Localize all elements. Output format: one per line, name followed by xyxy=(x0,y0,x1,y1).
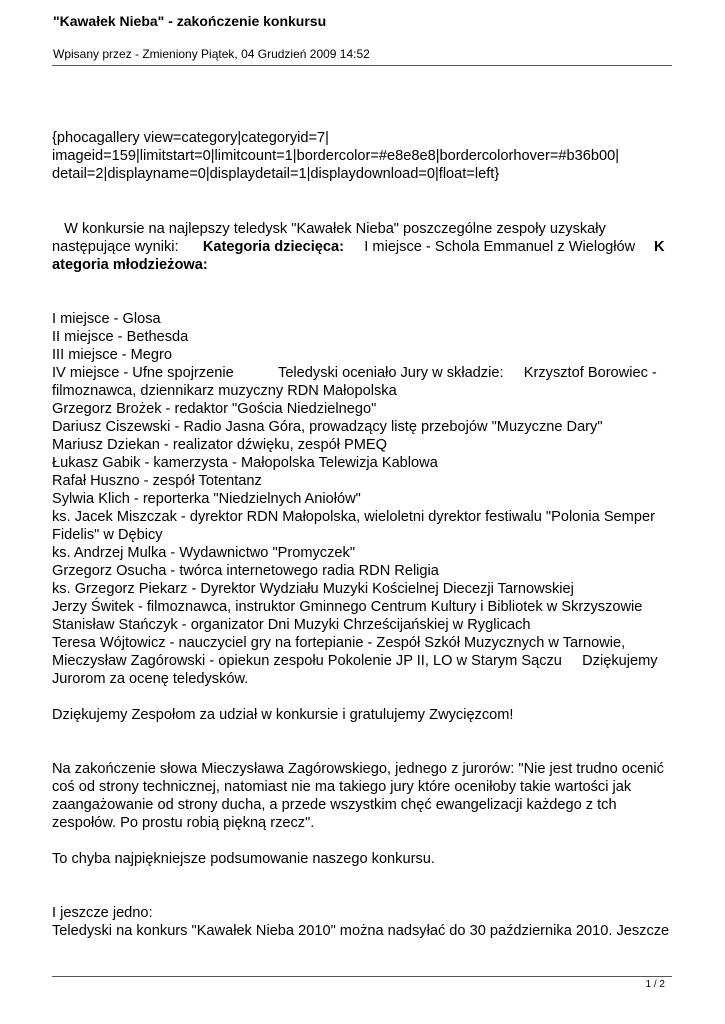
page-number: 1 / 2 xyxy=(645,979,665,990)
jury-member: Jurorom za ocenę teledysków. xyxy=(52,671,249,687)
kid-category-heading: Kategoria dziecięca: xyxy=(202,239,345,255)
spacer xyxy=(52,183,672,201)
gallery-code-line: {phocagallery view=category|categoryid=7| xyxy=(52,130,329,146)
jury-member: Stanisław Stańczyk - organizator Dni Muzyki Chrześcijańskiej w Ryglicach xyxy=(52,617,531,633)
intro-text: następujące wyniki: xyxy=(52,239,203,255)
jury-member: Dariusz Ciszewski - Radio Jasna Góra, prowadzący listę przebojów "Muzyczne Dary" xyxy=(52,419,603,435)
quote-paragraph xyxy=(52,760,672,832)
jury-member: Teresa Wójtowicz - nauczyciel gry na fortepianie - Zespół Szkół Muzycznych w Tarnowie, xyxy=(52,635,626,651)
jury-member: Mariusz Dziekan - realizator dźwięku, zespół PMEQ xyxy=(52,437,387,453)
closing-line: Teledyski na konkurs "Kawałek Nieba 2010" można nadsyłać do 30 października 2010. Jeszcze xyxy=(52,923,670,939)
jury-list xyxy=(52,382,672,688)
footer-divider xyxy=(52,976,672,977)
thanks-paragraph xyxy=(52,706,672,724)
spacer xyxy=(52,742,672,760)
jury-member: ks. Jacek Miszczak - dyrektor RDN Małopolska, wieloletni dyrektor festiwalu "Polonia Semper xyxy=(52,509,655,525)
closing-line: I jeszcze jedno: xyxy=(52,905,153,921)
spacer xyxy=(52,868,672,886)
intro-line xyxy=(52,238,672,256)
result-item: I miejsce - Glosa xyxy=(52,311,161,327)
jury-member: Sylwia Klich - reporterka "Niedzielnych Aniołów" xyxy=(52,491,361,507)
kid-category-winner: I miejsce - Schola Emmanuel z Wielogłów xyxy=(344,239,656,255)
result-item: II miejsce - Bethesda xyxy=(52,329,189,345)
gallery-code xyxy=(52,129,672,183)
jury-member: Grzegorz Osucha - twórca internetowego radia RDN Religia xyxy=(52,563,439,579)
spacer xyxy=(52,886,672,904)
article-title: "Kawałek Nieba" - zakończenie konkursu xyxy=(53,13,327,29)
thanks-text: Dziękujemy Zespołom za udział w konkursie i gratulujemy Zwycięzcom! xyxy=(52,707,514,723)
closing-paragraph xyxy=(52,904,672,940)
quote-line: zespołów. Po prostu robią piękną rzecz". xyxy=(52,815,315,831)
spacer xyxy=(52,292,672,310)
jury-member: Rafał Huszno - zespół Totentanz xyxy=(52,473,262,489)
result-item: III miejsce - Megro xyxy=(52,347,173,363)
spacer xyxy=(52,688,672,706)
jury-member: Łukasz Gabik - kamerzysta - Małopolska Telewizja Kablowa xyxy=(52,455,438,471)
quote-line: coś od strony technicznej, natomiast nie ma takiego jury które oceniłoby takie wartości jak xyxy=(52,779,632,795)
youth-category-heading: ategoria młodzieżowa: xyxy=(52,257,208,273)
jury-member: ks. Andrzej Mulka - Wydawnictwo "Promyczek" xyxy=(52,545,355,561)
intro-line: W konkursie na najlepszy teledysk "Kawałek Nieba" poszczególne zespoły uzyskały xyxy=(52,221,606,237)
result-item: IV miejsce - Ufne spojrzenie Teledyski oceniało Jury w składzie: Krzysztof Borowiec - xyxy=(52,365,657,381)
article-meta: Wpisany przez - Zmieniony Piątek, 04 Grudzień 2009 14:52 xyxy=(53,47,370,61)
summary-paragraph xyxy=(52,850,672,868)
quote-line: Na zakończenie słowa Mieczysława Zagórowskiego, jednego z jurorów: "Nie jest trudno ocenić xyxy=(52,761,664,777)
spacer xyxy=(52,274,672,292)
spacer xyxy=(52,201,672,220)
jury-member: Jerzy Świtek - filmoznawca, instruktor Gminnego Centrum Kultury i Bibliotek w Skrzyszowie xyxy=(52,599,643,615)
gallery-code-line: imageid=159|limitstart=0|limitcount=1|bordercolor=#e8e8e8|bordercolorhover=#b36b00| xyxy=(52,148,619,164)
summary-text: To chyba najpiękniejsze podsumowanie naszego konkursu. xyxy=(52,851,435,867)
gallery-code-line: detail=2|displayname=0|displaydetail=1|displaydownload=0|float=left} xyxy=(52,166,500,182)
youth-category-heading-start: K xyxy=(654,239,665,255)
jury-member: Mieczysław Zagórowski - opiekun zespołu Pokolenie JP II, LO w Starym Sączu Dziękujemy xyxy=(52,653,658,669)
spacer xyxy=(52,832,672,850)
jury-member: Grzegorz Brożek - redaktor "Gościa Niedzielnego" xyxy=(52,401,377,417)
header-divider xyxy=(52,65,672,66)
results-list xyxy=(52,310,672,382)
article-body xyxy=(52,129,672,940)
spacer xyxy=(52,724,672,742)
jury-member: ks. Grzegorz Piekarz - Dyrektor Wydziału Muzyki Kościelnej Diecezji Tarnowskiej xyxy=(52,581,574,597)
jury-member: filmoznawca, dziennikarz muzyczny RDN Małopolska xyxy=(52,383,397,399)
intro-paragraph xyxy=(52,220,672,274)
jury-member: Fidelis" w Dębicy xyxy=(52,527,163,543)
quote-line: zaangażowanie od strony ducha, a przede wszystkim chęć ewangelizacji każdego z tch xyxy=(52,797,617,813)
